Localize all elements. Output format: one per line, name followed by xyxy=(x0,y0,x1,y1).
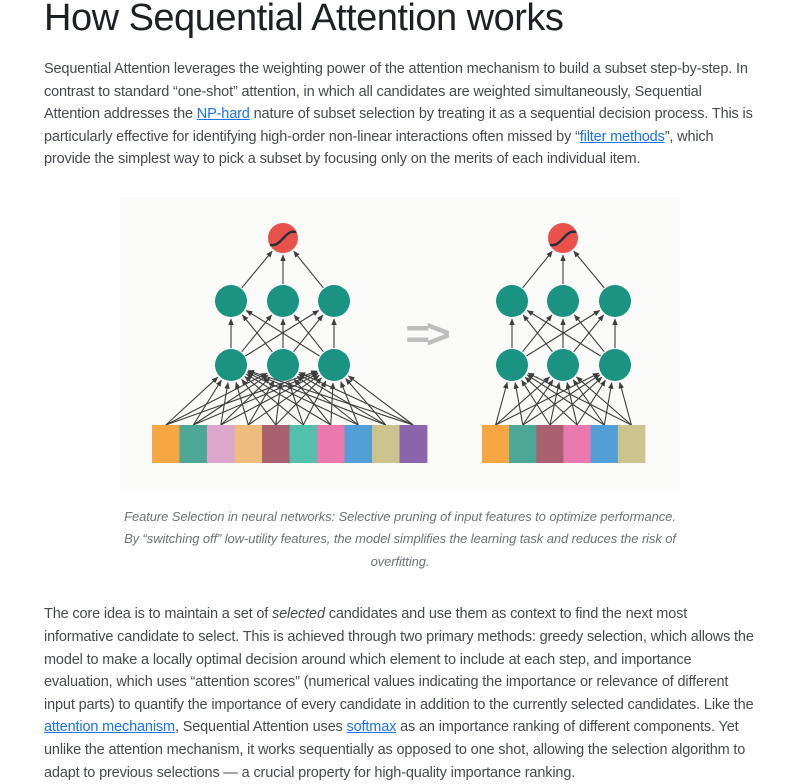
hidden-node xyxy=(215,349,247,381)
network-before xyxy=(152,223,427,463)
hidden-node xyxy=(267,285,299,317)
input-feature-square xyxy=(482,425,510,463)
input-feature-square xyxy=(345,425,373,463)
attention-mechanism-link[interactable]: attention mechanism xyxy=(44,719,175,736)
connection-edge xyxy=(242,251,272,288)
hidden-node xyxy=(547,285,579,317)
connection-edge xyxy=(294,251,324,288)
connection-edge xyxy=(523,251,553,288)
filter-methods-link[interactable]: filter methods xyxy=(579,128,665,145)
input-feature-square xyxy=(372,425,400,463)
hidden-node xyxy=(599,285,631,317)
paragraph-text: Sequential Attention leverages the weighting power of the attention mechanism to build a subset step-by-step. In contrast to standard “one-shot” attention, in which all candidates are weighted simultaneously, Sequential Attention addresses the xyxy=(44,61,748,123)
input-feature-square xyxy=(152,425,180,463)
hidden-node xyxy=(496,285,528,317)
network-after xyxy=(482,223,645,463)
input-feature-square xyxy=(235,425,263,463)
np-hard-link[interactable]: NP-hard xyxy=(196,106,250,123)
core-idea-paragraph xyxy=(0,603,800,784)
softmax-link[interactable]: softmax xyxy=(346,719,397,736)
neural-network-diagram xyxy=(120,197,680,492)
connection-edge xyxy=(573,380,604,425)
input-feature-square xyxy=(180,425,208,463)
figure-caption: Feature Selection in neural networks: Selective pruning of input features to optimize performance. By “switching off” low-utility features, the model simplifies the learning task and reduces the risk of overfitting. xyxy=(124,508,676,569)
transition-arrow-icon: => xyxy=(405,309,447,357)
hidden-node xyxy=(318,285,350,317)
paragraph-text: , Sequential Attention uses xyxy=(174,719,347,736)
paragraph-text: ”, which provide the simplest way to pick a subset by focusing only on the merits of each individual item. xyxy=(44,128,714,168)
paragraph-text: as an importance ranking of different components. Yet unlike the attention mechanism, it works sequentially as opposed to one shot, allowing the selection algorithm to adapt to previous selections — a crucial property for high-quality importance ranking. xyxy=(44,719,746,781)
input-feature-square xyxy=(564,425,592,463)
connection-edge xyxy=(496,382,508,425)
paragraph-text: candidates and use them as context to find the next most informative candidate to select. This is achieved through two primary methods: greedy selection, which allows the model to make a locally optimal decision around which element to include at each step, and importance evaluation, which uses “attention scores” (numerical values indicating the importance or relevance of different input parts) to quantify the importance of every candidate in addition to the currently selected candidates. Like the xyxy=(44,606,754,713)
input-feature-square xyxy=(290,425,318,463)
connection-edge xyxy=(348,376,413,425)
input-feature-square xyxy=(618,425,646,463)
neural-network-svg xyxy=(120,197,680,492)
feature-selection-figure xyxy=(120,197,680,574)
hidden-node xyxy=(547,349,579,381)
connection-edge xyxy=(166,373,267,425)
input-feature-square xyxy=(591,425,619,463)
connection-edge xyxy=(236,382,248,425)
paragraph-text: nature of subset selection by treating it as a sequential decision process. This is particularly effective for identifying high-order non-linear interactions often missed by “ xyxy=(44,106,753,145)
page-title: How Sequential Attention works xyxy=(44,0,564,39)
paragraph-text: The core idea is to maintain a set of xyxy=(44,606,273,623)
hidden-node xyxy=(267,349,299,381)
connection-edge xyxy=(574,251,604,288)
input-feature-square xyxy=(536,425,564,463)
input-feature-square xyxy=(509,425,537,463)
connection-edge xyxy=(346,379,386,425)
connection-edge xyxy=(248,381,274,425)
hidden-node xyxy=(599,349,631,381)
connection-edge xyxy=(620,382,632,425)
input-feature-square xyxy=(317,425,345,463)
input-feature-square xyxy=(262,425,290,463)
hidden-node xyxy=(215,285,247,317)
input-feature-square xyxy=(400,425,428,463)
connection-edge xyxy=(515,383,523,425)
intro-paragraph xyxy=(0,58,800,171)
hidden-node xyxy=(496,349,528,381)
input-feature-square xyxy=(207,425,235,463)
emphasized-text: selected xyxy=(272,606,325,623)
hidden-node xyxy=(318,349,350,381)
